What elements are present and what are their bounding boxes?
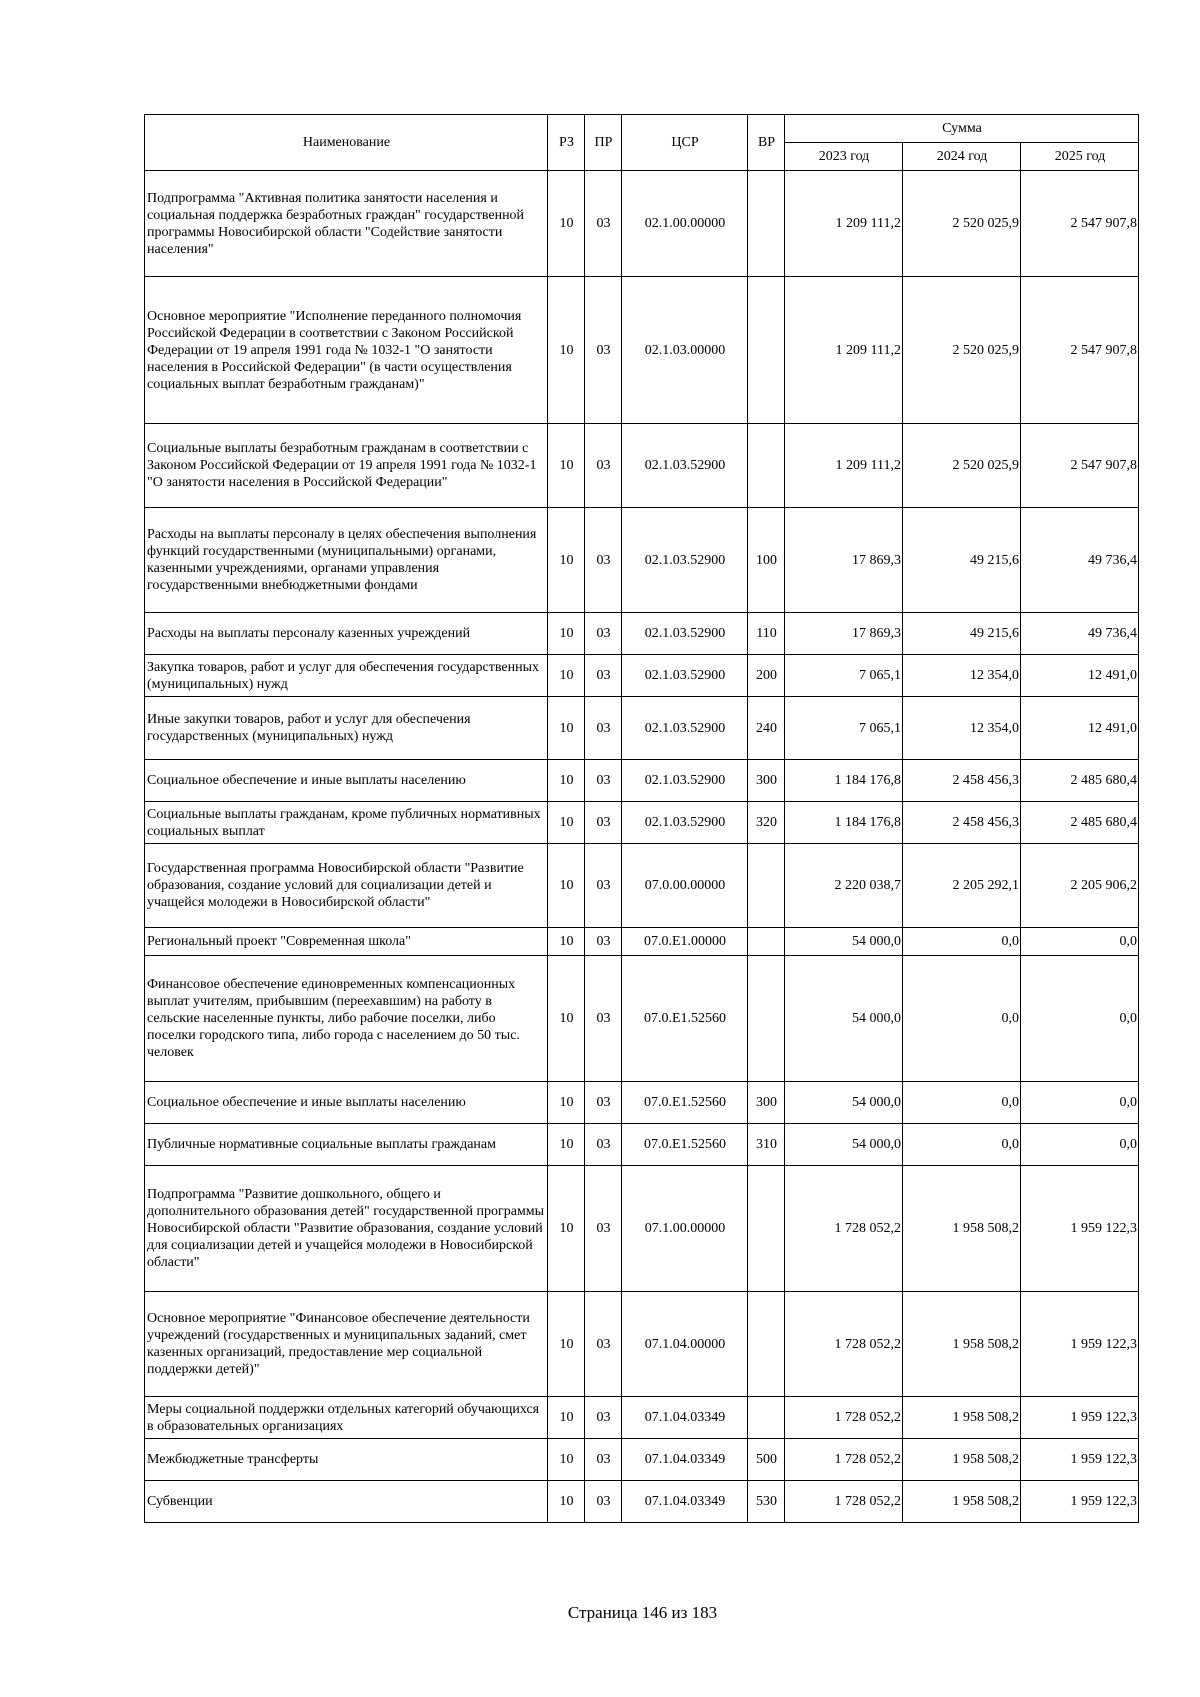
- row-pr: 03: [585, 171, 622, 277]
- row-sum-2025: 12 491,0: [1021, 697, 1139, 760]
- row-pr: 03: [585, 1397, 622, 1439]
- row-sum-2024: 1 958 508,2: [903, 1166, 1021, 1292]
- table-row: [145, 424, 1139, 508]
- row-name: Социальное обеспечение и иные выплаты населению: [145, 1082, 548, 1124]
- row-sum-2023: 17 869,3: [785, 613, 903, 655]
- row-csr: 07.1.04.03349: [622, 1397, 748, 1439]
- row-sum-2024: 49 215,6: [903, 613, 1021, 655]
- row-name: Меры социальной поддержки отдельных категорий обучающихся в образовательных организациях: [145, 1397, 548, 1439]
- row-vr: [748, 1292, 785, 1397]
- row-pr: 03: [585, 1124, 622, 1166]
- row-sum-2025: 1 959 122,3: [1021, 1166, 1139, 1292]
- row-sum-2023: 54 000,0: [785, 956, 903, 1082]
- row-sum-2023: 54 000,0: [785, 928, 903, 956]
- row-sum-2023: 1 728 052,2: [785, 1166, 903, 1292]
- row-vr: [748, 844, 785, 928]
- row-sum-2023: 1 728 052,2: [785, 1439, 903, 1481]
- row-rz: 10: [548, 277, 585, 424]
- page-number: Страница 146 из 183: [567, 1603, 718, 1622]
- row-csr: 02.1.03.52900: [622, 760, 748, 802]
- row-sum-2025: 1 959 122,3: [1021, 1481, 1139, 1523]
- row-sum-2024: 1 958 508,2: [903, 1397, 1021, 1439]
- row-pr: 03: [585, 424, 622, 508]
- table-body: [145, 171, 1139, 1523]
- row-rz: 10: [548, 1166, 585, 1292]
- row-sum-2024: 12 354,0: [903, 655, 1021, 697]
- row-csr: 07.1.04.03349: [622, 1481, 748, 1523]
- row-name: Межбюджетные трансферты: [145, 1439, 548, 1481]
- header-rz: РЗ: [548, 115, 585, 171]
- row-csr: 02.1.03.00000: [622, 277, 748, 424]
- row-pr: 03: [585, 1082, 622, 1124]
- row-pr: 03: [585, 655, 622, 697]
- row-rz: 10: [548, 956, 585, 1082]
- row-vr: 300: [748, 1082, 785, 1124]
- row-vr: 530: [748, 1481, 785, 1523]
- row-sum-2025: 2 547 907,8: [1021, 277, 1139, 424]
- row-rz: 10: [548, 1397, 585, 1439]
- row-vr: 100: [748, 508, 785, 613]
- table-row: [145, 508, 1139, 613]
- row-name: Социальные выплаты безработным гражданам в соответствии с Законом Российской Федерации от 19 апреля 1991 года № 1032-1 "О занятости населения в Российской Федерации": [145, 424, 548, 508]
- table-row: [145, 802, 1139, 844]
- row-sum-2025: 0,0: [1021, 1124, 1139, 1166]
- row-sum-2023: 17 869,3: [785, 508, 903, 613]
- row-rz: 10: [548, 844, 585, 928]
- row-sum-2023: 54 000,0: [785, 1124, 903, 1166]
- row-vr: 320: [748, 802, 785, 844]
- row-rz: 10: [548, 508, 585, 613]
- row-vr: 300: [748, 760, 785, 802]
- row-sum-2023: 1 209 111,2: [785, 424, 903, 508]
- row-vr: 200: [748, 655, 785, 697]
- row-sum-2025: 1 959 122,3: [1021, 1439, 1139, 1481]
- row-vr: 110: [748, 613, 785, 655]
- row-sum-2025: 2 547 907,8: [1021, 424, 1139, 508]
- row-csr: 02.1.03.52900: [622, 424, 748, 508]
- row-csr: 02.1.03.52900: [622, 508, 748, 613]
- row-sum-2024: 0,0: [903, 928, 1021, 956]
- row-rz: 10: [548, 424, 585, 508]
- row-vr: [748, 277, 785, 424]
- row-name: Региональный проект "Современная школа": [145, 928, 548, 956]
- table-row: [145, 1439, 1139, 1481]
- row-rz: 10: [548, 802, 585, 844]
- row-vr: [748, 424, 785, 508]
- row-pr: 03: [585, 613, 622, 655]
- row-sum-2023: 7 065,1: [785, 697, 903, 760]
- row-csr: 02.1.03.52900: [622, 655, 748, 697]
- row-name: Основное мероприятие "Финансовое обеспечение деятельности учреждений (государственных и муниципальных заданий, смет казенных организаций, предоставление мер социальной поддержки детей)": [145, 1292, 548, 1397]
- row-csr: 02.1.03.52900: [622, 613, 748, 655]
- header-csr: ЦСР: [622, 115, 748, 171]
- row-name: Подпрограмма "Активная политика занятости населения и социальная поддержка безработных граждан" государственной программы Новосибирской области "Содействие занятости населения": [145, 171, 548, 277]
- row-sum-2024: 1 958 508,2: [903, 1481, 1021, 1523]
- header-pr: ПР: [585, 115, 622, 171]
- row-name: Публичные нормативные социальные выплаты гражданам: [145, 1124, 548, 1166]
- row-name: Субвенции: [145, 1481, 548, 1523]
- header-vr: ВР: [748, 115, 785, 171]
- row-sum-2024: 0,0: [903, 956, 1021, 1082]
- row-sum-2025: 49 736,4: [1021, 613, 1139, 655]
- row-pr: 03: [585, 956, 622, 1082]
- row-pr: 03: [585, 277, 622, 424]
- row-vr: 240: [748, 697, 785, 760]
- row-csr: 02.1.00.00000: [622, 171, 748, 277]
- row-sum-2024: 2 520 025,9: [903, 277, 1021, 424]
- row-pr: 03: [585, 1166, 622, 1292]
- row-sum-2025: 0,0: [1021, 1082, 1139, 1124]
- row-csr: 07.0.E1.52560: [622, 956, 748, 1082]
- row-sum-2023: 1 728 052,2: [785, 1292, 903, 1397]
- row-sum-2025: 0,0: [1021, 928, 1139, 956]
- table-row: [145, 1082, 1139, 1124]
- row-rz: 10: [548, 697, 585, 760]
- row-rz: 10: [548, 1124, 585, 1166]
- row-sum-2024: 0,0: [903, 1124, 1021, 1166]
- table-row: [145, 1481, 1139, 1523]
- row-rz: 10: [548, 171, 585, 277]
- row-sum-2025: 2 205 906,2: [1021, 844, 1139, 928]
- table-row: [145, 1397, 1139, 1439]
- row-rz: 10: [548, 928, 585, 956]
- row-csr: 07.1.00.00000: [622, 1166, 748, 1292]
- row-sum-2024: 2 458 456,3: [903, 760, 1021, 802]
- table-row: [145, 760, 1139, 802]
- row-csr: 07.0.E1.52560: [622, 1082, 748, 1124]
- row-pr: 03: [585, 1481, 622, 1523]
- table-row: [145, 844, 1139, 928]
- row-sum-2025: 2 547 907,8: [1021, 171, 1139, 277]
- row-name: Государственная программа Новосибирской области "Развитие образования, создание условий для социализации детей и учащейся молодежи в Новосибирской области": [145, 844, 548, 928]
- row-sum-2023: 1 728 052,2: [785, 1397, 903, 1439]
- table-row: [145, 1292, 1139, 1397]
- row-sum-2025: 2 485 680,4: [1021, 802, 1139, 844]
- table-row: [145, 655, 1139, 697]
- row-sum-2024: 12 354,0: [903, 697, 1021, 760]
- row-rz: 10: [548, 1481, 585, 1523]
- header-year-2023: 2023 год: [785, 143, 903, 171]
- table-header: [145, 115, 1139, 171]
- header-year-2025: 2025 год: [1021, 143, 1139, 171]
- row-csr: 07.0.00.00000: [622, 844, 748, 928]
- table-row: [145, 928, 1139, 956]
- row-name: Расходы на выплаты персоналу казенных учреждений: [145, 613, 548, 655]
- row-sum-2024: 2 205 292,1: [903, 844, 1021, 928]
- row-vr: 310: [748, 1124, 785, 1166]
- table-row: [145, 697, 1139, 760]
- header-year-2024: 2024 год: [903, 143, 1021, 171]
- row-vr: 500: [748, 1439, 785, 1481]
- row-rz: 10: [548, 760, 585, 802]
- row-pr: 03: [585, 844, 622, 928]
- row-pr: 03: [585, 508, 622, 613]
- row-name: Социальное обеспечение и иные выплаты населению: [145, 760, 548, 802]
- row-sum-2025: 1 959 122,3: [1021, 1397, 1139, 1439]
- row-name: Основное мероприятие "Исполнение переданного полномочия Российской Федерации в соответствии с Законом Российской Федерации от 19 апреля 1991 года № 1032-1 "О занятости населения в Российской Федерации" (в части осуществления социальных выплат безработным гражданам)": [145, 277, 548, 424]
- row-sum-2024: 2 520 025,9: [903, 424, 1021, 508]
- row-csr: 07.1.04.03349: [622, 1439, 748, 1481]
- row-vr: [748, 956, 785, 1082]
- row-pr: 03: [585, 802, 622, 844]
- row-name: Подпрограмма "Развитие дошкольного, общего и дополнительного образования детей" государственной программы Новосибирской области "Развитие образования, создание условий для социализации детей и учащейся молодежи в Новосибирской области": [145, 1166, 548, 1292]
- row-vr: [748, 1166, 785, 1292]
- row-sum-2023: 1 728 052,2: [785, 1481, 903, 1523]
- row-sum-2024: 49 215,6: [903, 508, 1021, 613]
- row-sum-2025: 0,0: [1021, 956, 1139, 1082]
- table-row: [145, 613, 1139, 655]
- row-rz: 10: [548, 613, 585, 655]
- row-sum-2023: 2 220 038,7: [785, 844, 903, 928]
- row-pr: 03: [585, 1439, 622, 1481]
- row-name: Закупка товаров, работ и услуг для обеспечения государственных (муниципальных) нужд: [145, 655, 548, 697]
- row-vr: [748, 171, 785, 277]
- row-sum-2024: 1 958 508,2: [903, 1439, 1021, 1481]
- row-sum-2023: 1 184 176,8: [785, 760, 903, 802]
- row-rz: 10: [548, 1439, 585, 1481]
- row-name: Иные закупки товаров, работ и услуг для обеспечения государственных (муниципальных) нужд: [145, 697, 548, 760]
- header-sum: Сумма: [785, 115, 1139, 143]
- row-pr: 03: [585, 928, 622, 956]
- header-name: Наименование: [145, 115, 548, 171]
- row-sum-2023: 1 209 111,2: [785, 277, 903, 424]
- row-sum-2023: 54 000,0: [785, 1082, 903, 1124]
- table-row: [145, 956, 1139, 1082]
- budget-table: [144, 114, 1139, 1523]
- row-vr: [748, 928, 785, 956]
- row-pr: 03: [585, 697, 622, 760]
- row-sum-2024: 1 958 508,2: [903, 1292, 1021, 1397]
- row-sum-2023: 1 209 111,2: [785, 171, 903, 277]
- row-sum-2024: 2 520 025,9: [903, 171, 1021, 277]
- row-rz: 10: [548, 1292, 585, 1397]
- row-name: Расходы на выплаты персоналу в целях обеспечения выполнения функций государственными (муниципальными) органами, казенными учреждениями, органами управления государственными внебюджетными фондами: [145, 508, 548, 613]
- row-csr: 07.1.04.00000: [622, 1292, 748, 1397]
- table-row: [145, 277, 1139, 424]
- row-sum-2024: 2 458 456,3: [903, 802, 1021, 844]
- row-sum-2025: 49 736,4: [1021, 508, 1139, 613]
- row-sum-2025: 12 491,0: [1021, 655, 1139, 697]
- row-sum-2024: 0,0: [903, 1082, 1021, 1124]
- row-rz: 10: [548, 1082, 585, 1124]
- row-name: Финансовое обеспечение единовременных компенсационных выплат учителям, прибывшим (переехавшим) на работу в сельские населенные пункты, либо рабочие поселки, либо поселки городского типа, либо города с населением до 50 тыс. человек: [145, 956, 548, 1082]
- row-csr: 02.1.03.52900: [622, 697, 748, 760]
- row-csr: 02.1.03.52900: [622, 802, 748, 844]
- row-sum-2025: 2 485 680,4: [1021, 760, 1139, 802]
- row-pr: 03: [585, 760, 622, 802]
- table-row: [145, 171, 1139, 277]
- row-csr: 07.0.E1.00000: [622, 928, 748, 956]
- table-row: [145, 1124, 1139, 1166]
- row-csr: 07.0.E1.52560: [622, 1124, 748, 1166]
- row-sum-2023: 1 184 176,8: [785, 802, 903, 844]
- table-row: [145, 1166, 1139, 1292]
- row-sum-2023: 7 065,1: [785, 655, 903, 697]
- row-vr: [748, 1397, 785, 1439]
- row-rz: 10: [548, 655, 585, 697]
- row-pr: 03: [585, 1292, 622, 1397]
- row-name: Социальные выплаты гражданам, кроме публичных нормативных социальных выплат: [145, 802, 548, 844]
- row-sum-2025: 1 959 122,3: [1021, 1292, 1139, 1397]
